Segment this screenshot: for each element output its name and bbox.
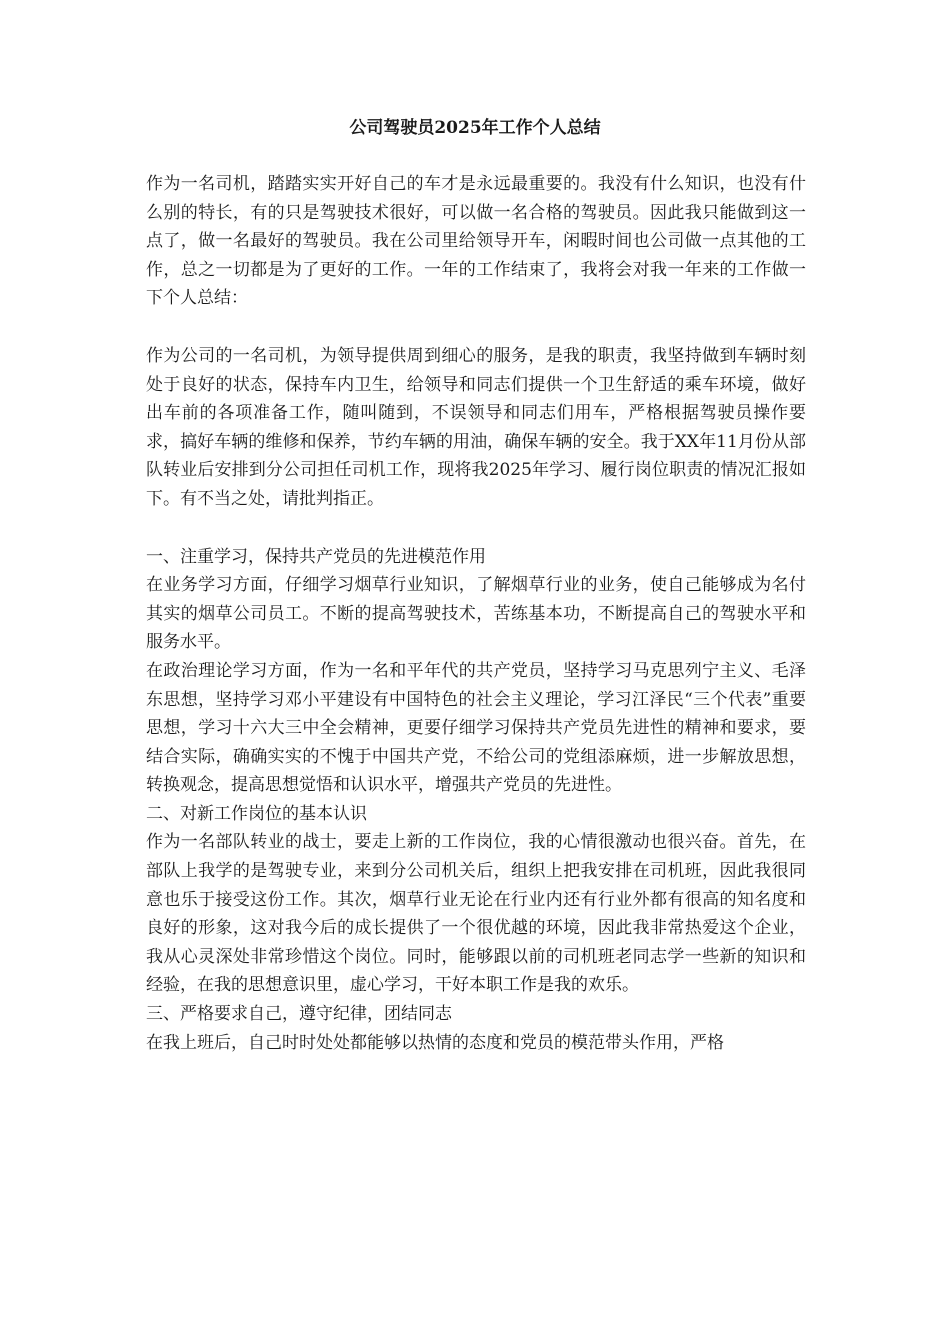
new-position-paragraph: 作为一名部队转业的战士，要走上新的工作岗位，我的心情很激动也很兴奋。首先，在部队上我学的是驾驶专业，来到分公司机关后，组织上把我安排在司机班，因此我很同意也乐于接受这份工作。其次，烟草行业无论在行业内还有行业外都有很高的知名度和良好的形象，这对我今后的成长提供了一个很优越的环境，因此我非常热爱这个企业，我从心灵深处非常珍惜这个岗位。同时，能够跟以前的司机班老同志学一些新的知识和经验，在我的思想意识里，虚心学习，干好本职工作是我的欢乐。 bbox=[146, 832, 806, 996]
discipline-paragraph: 在我上班后，自己时时处处都能够以热情的态度和党员的模范带头作用，严格 bbox=[146, 1032, 724, 1053]
document-body bbox=[146, 170, 806, 1057]
document-title: 公司驾驶员2025年工作个人总结 bbox=[349, 118, 601, 138]
section-heading-2: 二、对新工作岗位的基本认识 bbox=[146, 803, 367, 824]
paragraph-spacer bbox=[146, 313, 806, 342]
business-study-paragraph: 在业务学习方面，仔细学习烟草行业知识，了解烟草行业的业务，使自己能够成为名付其实的烟草公司员工。不断的提高驾驶技术，苦练基本功，不断提高自己的驾驶水平和服务水平。 bbox=[146, 575, 806, 653]
intro-paragraph: 作为一名司机，踏踏实实开好自己的车才是永远最重要的。我没有什么知识，也没有什么别的特长，有的只是驾驶技术很好，可以做一名合格的驾驶员。因此我只能做到这一点了，做一名最好的驾驶员。我在公司里给领导开车，闲暇时间也公司做一点其他的工作，总之一切都是为了更好的工作。一年的工作结束了，我将会对我一年来的工作做一下个人总结： bbox=[146, 174, 806, 309]
political-study-paragraph: 在政治理论学习方面，作为一名和平年代的共产党员，坚持学习马克思列宁主义、毛泽东思想，坚持学习邓小平建设有中国特色的社会主义理论，学习江泽民“三个代表”重要思想，学习十六大三中全会精神，更要仔细学习保持共产党员先进性的精神和要求，要结合实际，确确实实的不愧于中国共产党，不给公司的党组添麻烦，进一步解放思想，转换观念，提高思想觉悟和认识水平，增强共产党员的先进性。 bbox=[146, 660, 806, 796]
section-heading-3: 三、严格要求自己，遵守纪律，团结同志 bbox=[146, 1004, 452, 1025]
paragraph-spacer bbox=[146, 514, 806, 543]
section-heading-1: 一、注重学习，保持共产党员的先进模范作用 bbox=[146, 546, 486, 567]
duty-paragraph: 作为公司的一名司机，为领导提供周到细心的服务，是我的职责，我坚持做到车辆时刻处于良好的状态，保持车内卫生，给领导和同志们提供一个卫生舒适的乘车环境，做好出车前的各项准备工作，随叫随到，不误领导和同志们用车，严格根据驾驶员操作要求，搞好车辆的维修和保养，节约车辆的用油，确保车辆的安全。我于XX年11月份从部队转业后安排到分公司担任司机工作，现将我2025年学习、履行岗位职责的情况汇报如下。有不当之处，请批判指正。 bbox=[146, 345, 806, 509]
